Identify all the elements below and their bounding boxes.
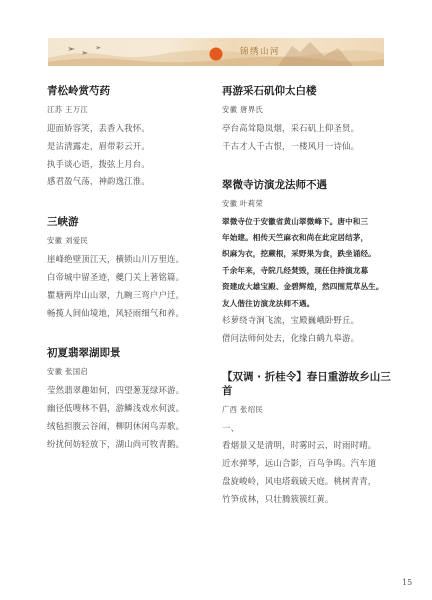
poem-author: 江苏 王万江 [47, 105, 89, 114]
landscape-illustration [48, 38, 384, 66]
poem-line: 莹然翡翠趣如何，四望葱茏绿环游。 [47, 385, 185, 396]
poem-line: 近水弹琴，远山合影，百鸟争鸣。汽车道 [222, 458, 377, 469]
poem-author: 安徽 刘爱民 [47, 236, 89, 246]
preface-line: 织麻为衣，挖蕨根，采野果为食，跌坐诵经。 [222, 249, 376, 259]
poem [47, 84, 217, 191]
poem-line: 瞿塘两岸山山翠，九畹三弯户户迁。 [47, 289, 185, 300]
sun-icon [210, 48, 223, 61]
poem-line: 千古才人千古恨，一楼风月一诗仙。 [222, 140, 360, 151]
poem-title: 再游采石矶仰太白楼 [222, 85, 317, 97]
right-column [222, 84, 392, 526]
poem-line: 是沾清露走，眉带彩云开。 [47, 140, 150, 151]
preface-line: 友人偕往访演龙法师不遇。 [222, 298, 315, 308]
poem [47, 346, 217, 453]
poem [222, 84, 392, 156]
poem-line: 杉萝绕寺涧飞流，宝殿巍峨卧野丘。 [222, 315, 360, 326]
poem-title: 青松岭赏芍药 [47, 85, 110, 97]
poem-title: 翠微寺访演龙法师不遇 [222, 178, 327, 191]
poem-line: 崖峰绝壁顶江天，横锁山川万里连。 [47, 254, 185, 265]
page-number: 15 [402, 578, 413, 587]
preface-line: 千余年来，寺院几经焚毁，现任住持演龙募 [222, 265, 369, 275]
banner-title: 锦绣山河 [240, 47, 281, 57]
poem-line: 执手谈心语，拨弦上月台。 [47, 158, 150, 169]
poem-author: 安徽 唐界氏 [222, 105, 264, 114]
poem-line: 竹笋成林，只壮腾簇簇红黄。 [222, 493, 334, 504]
poem-title: 【双调 · 折桂令】春日重游故乡山三 [222, 370, 391, 383]
poem [47, 215, 217, 322]
poem-line: 感君盈气荡，神韵逸江淮。 [47, 176, 150, 187]
poem-title-continued: 首 [222, 384, 233, 397]
poem-author: 安徽 叶莉荣 [222, 198, 264, 208]
poem [222, 178, 392, 348]
poem-line: 白帝城中留圣迹，夔门关上著铭篇。 [47, 271, 185, 282]
poem-line: 盘旋峻岭，风电塔载破天庭。桃树青青， [222, 476, 377, 487]
section-numeral: 一、 [222, 422, 240, 433]
preface-line: 资建成大雄宝殿、金碧辉煌，然四围荒草丛生。 [222, 282, 384, 292]
poem-title: 三峡游 [47, 216, 79, 229]
poem-line: 畅揽人间仙境地，风轻雨细气和养。 [47, 307, 185, 318]
poem-line: 亭台高耸隐岚烟，采石矶上仰圣贤。 [222, 123, 360, 133]
poem-line: 绒毡担腹云谷闹，柳阴休闲鸟弄歌。 [47, 420, 185, 431]
poem-author: 安徽 张国启 [47, 367, 89, 377]
preface-line: 翠微寺位于安徽省黄山翠微峰下。唐中和三 [222, 216, 369, 226]
poem-title: 初夏翡翠湖即景 [47, 347, 121, 360]
header-banner [48, 38, 384, 66]
preface-line: 年始建。相传天竺麻衣和尚在此定居结茅， [222, 233, 369, 242]
poem-line: 纷扰何妨轻放下，湖山尚可牧青鹅。 [47, 438, 185, 449]
poem [222, 370, 392, 509]
poem-author: 广西 张绍民 [222, 404, 264, 414]
poem-line: 迎面娇容笑，丢香入我怀。 [47, 123, 150, 133]
poem-line: 幽径低嗖林不倡，游鳞浅戏水何波。 [47, 403, 185, 414]
left-column [47, 84, 217, 471]
poem-line: 借问法师何处去，化缘白鹤九皋游。 [222, 332, 360, 343]
poem-line: 看烟景又是清明，时雾时云，时雨时晴。 [222, 440, 377, 451]
